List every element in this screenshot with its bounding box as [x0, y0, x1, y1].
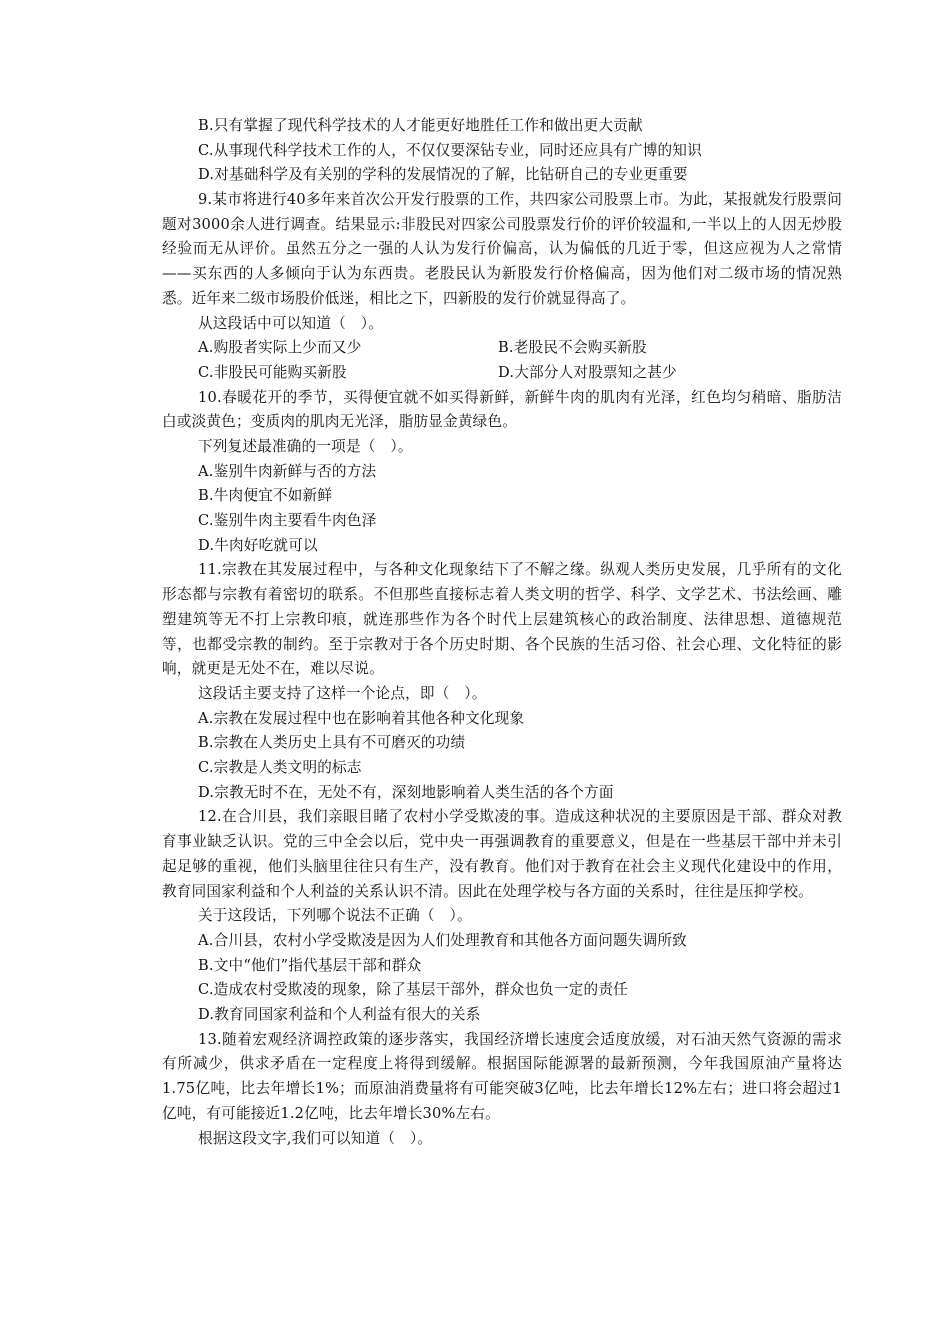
q8-option-c: C.从事现代科学技术工作的人，不仅仅要深钻专业，同时还应具有广博的知识 — [198, 141, 702, 159]
q11-passage: 11.宗教在其发展过程中，与各种文化现象结下了不解之缘。纵观人类历史发展，几乎所有的文化形态都与宗教有着密切的联系。不但那些直接标志着人类文明的哲学、科学、文学艺术、书法绘画、雕塑建筑等无不打上宗教印痕，就连那些作为各个时代上层建筑核心的政治制度、法律思想、道德规范等，也都受宗教的制约。至于宗教对于各个历史时期、各个民族的生活习俗、社会心理、文化特征的影响，就更是无处不在，难以尽说。 — [162, 561, 842, 678]
q10-option-a: A.鉴别牛肉新鲜与否的方法 — [198, 462, 377, 480]
q13-question: 根据这段文字,我们可以知道（ ）。 — [198, 1129, 433, 1147]
q8-option-b: B.只有掌握了现代科学技术的人才能更好地胜任工作和做出更大贡献 — [198, 117, 643, 134]
q11-option-b: B.宗教在人类历史上具有不可磨灭的功绩 — [198, 734, 466, 752]
q12-option-d: D.教育同国家利益和个人利益有很大的关系 — [198, 1006, 481, 1023]
q13-passage: 13.随着宏观经济调控政策的逐步落实，我国经济增长速度会适度放缓，对石油天然气资源的需求有所减少，供求矛盾在一定程度上将得到缓解。根据国际能源署的最新预测，今年我国原油产量将达1.75亿吨，比去年增长1%；而原油消费量将有可能突破3亿吨，比去年增长12%左右；进口将会超过1亿吨，有可能接近1.2亿吨，比去年增长30%左右。 — [162, 1030, 842, 1122]
q9-options-row-2 — [162, 361, 842, 386]
q10-question: 下列复述最准确的一项是（ ）。 — [198, 438, 413, 456]
q9-options-row-1 — [162, 336, 842, 361]
q8-option-d: D.对基础科学及有关别的学科的发展情况的了解，比钻研自己的专业更重要 — [198, 166, 688, 184]
q12-option-c: C.造成农村受欺凌的现象，除了基层干部外，群众也负一定的责任 — [198, 981, 628, 999]
q9-option-b: B.老股民不会购买新股 — [498, 339, 647, 357]
q12-option-a: A.合川县，农村小学受欺凌是因为人们处理教育和其他各方面问题失调所致 — [198, 931, 687, 949]
q11-option-d: D.宗教无时不在，无处不有，深刻地影响着人类生活的各个方面 — [198, 783, 614, 801]
q12-question: 关于这段话，下列哪个说法不正确（ ）。 — [198, 907, 472, 925]
q11-option-a: A.宗教在发展过程中也在影响着其他各种文化现象 — [198, 709, 525, 727]
q10-passage: 10.春暖花开的季节，买得便宜就不如买得新鲜，新鲜牛肉的肌肉有光泽，红色均匀稍暗、脂肪洁白或淡黄色；变质肉的肌肉无光泽，脂肪显金黄绿色。 — [162, 388, 842, 431]
q10-option-c: C.鉴别牛肉主要看牛肉色泽 — [198, 512, 377, 530]
q11-option-c: C.宗教是人类文明的标志 — [198, 759, 362, 777]
q12-passage: 12.在合川县，我们亲眼目睹了农村小学受欺凌的事。造成这种状况的主要原因是干部、群众对教育事业缺乏认识。党的三中全会以后，党中央一再强调教育的重要意义，但是在一些基层干部中并未引起足够的重视，他们头脑里往往只有生产，没有教育。他们对于教育在社会主义现代化建设中的作用，教育同国家利益和个人利益的关系认识不清。因此在处理学校与各方面的关系时，往往是压抑学校。 — [162, 808, 842, 900]
q9-option-a: A.购股者实际上少而又少 — [198, 339, 362, 357]
document-content — [162, 114, 842, 1151]
q9-option-c: C.非股民可能购买新股 — [198, 363, 347, 381]
q12-option-b: B.文中“他们”指代基层干部和群众 — [198, 956, 422, 974]
q11-question: 这段话主要支持了这样一个论点，即（ ）。 — [198, 685, 487, 702]
q9-passage: 9.某市将进行40多年来首次公开发行股票的工作，共四家公司股票上市。为此，某报就发行股票问题对3000余人进行调查。结果显示:非股民对四家公司股票发行价的评价较温和,一半以上的人因无炒股经验而无从评价。虽然五分之一强的人认为发行价偏高，认为偏低的几近于零，但这应视为人之常情——买东西的人多倾向于认为东西贵。老股民认为新股发行价格偏高，因为他们对二级市场的情况熟悉。近年来二级市场股价低迷，相比之下，四新股的发行价就显得高了。 — [162, 191, 842, 307]
q9-option-d: D.大部分人对股票知之甚少 — [498, 363, 677, 381]
q10-option-b: B.牛肉便宜不如新鲜 — [198, 487, 333, 505]
q10-option-d: D.牛肉好吃就可以 — [198, 536, 318, 554]
q9-question: 从这段话中可以知道（ ）。 — [198, 314, 384, 332]
